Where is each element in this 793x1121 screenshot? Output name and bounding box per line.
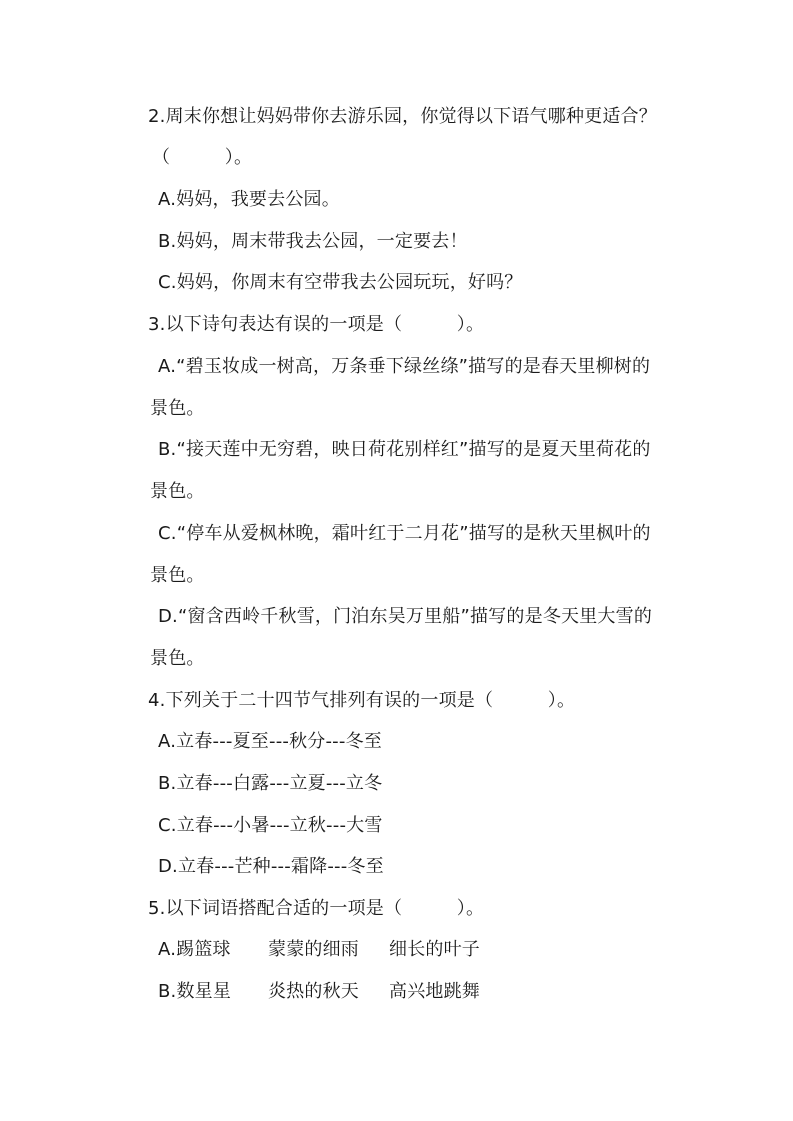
question-2-option-c: C.妈妈，你周末有空带我去公园玩玩，好吗？ bbox=[158, 272, 523, 293]
question-3-option-b-continuation: 景色。 bbox=[150, 481, 205, 502]
question-5-stem: 5.以下词语搭配合适的一项是（ ）。 bbox=[148, 898, 485, 919]
question-5-option-b-label: B.数星星 bbox=[158, 981, 232, 1002]
question-4-option-d: D.立春---芒种---霜降---冬至 bbox=[158, 856, 384, 877]
question-5-option-a-word-2: 蒙蒙的细雨 bbox=[268, 939, 359, 960]
question-2-option-a: A.妈妈，我要去公园。 bbox=[158, 189, 340, 210]
question-5-option-a-label: A.踢篮球 bbox=[158, 939, 231, 960]
question-5-option-b bbox=[158, 979, 480, 1005]
question-5-option-b-word-2: 炎热的秋天 bbox=[268, 981, 359, 1002]
question-3-option-d-continuation: 景色。 bbox=[150, 648, 205, 669]
question-3-option-a-continuation: 景色。 bbox=[150, 398, 205, 419]
question-5-option-a bbox=[158, 937, 480, 963]
question-3-stem: 3.以下诗句表达有误的一项是（ ）。 bbox=[148, 314, 485, 335]
question-5-option-b-word-3: 高兴地跳舞 bbox=[389, 981, 480, 1002]
question-2-blank: （ ）。 bbox=[152, 147, 253, 168]
question-3-option-d: D.“窗含西岭千秋雪，门泊东吴万里船”描写的是冬天里大雪的 bbox=[158, 606, 653, 627]
question-3-option-a: A.“碧玉妆成一树高，万条垂下绿丝绦”描写的是春天里柳树的 bbox=[158, 356, 651, 377]
question-3-option-b: B.“接天莲中无穷碧，映日荷花别样红”描写的是夏天里荷花的 bbox=[158, 439, 651, 460]
question-3-option-c: C.“停车从爱枫林晚，霜叶红于二月花”描写的是秋天里枫叶的 bbox=[158, 523, 651, 544]
question-4-option-b: B.立春---白露---立夏---立冬 bbox=[158, 773, 383, 794]
question-4-option-c: C.立春---小暑---立秋---大雪 bbox=[158, 815, 383, 836]
question-2-option-b: B.妈妈，周末带我去公园，一定要去！ bbox=[158, 231, 468, 252]
question-5-option-a-word-3: 细长的叶子 bbox=[389, 939, 480, 960]
question-3-option-c-continuation: 景色。 bbox=[150, 565, 205, 586]
question-4-stem: 4.下列关于二十四节气排列有误的一项是（ ）。 bbox=[148, 690, 576, 711]
question-4-option-a: A.立春---夏至---秋分---冬至 bbox=[158, 731, 382, 752]
question-2-stem: 2.周末你想让妈妈带你去游乐园，你觉得以下语气哪种更适合？ bbox=[148, 106, 657, 127]
